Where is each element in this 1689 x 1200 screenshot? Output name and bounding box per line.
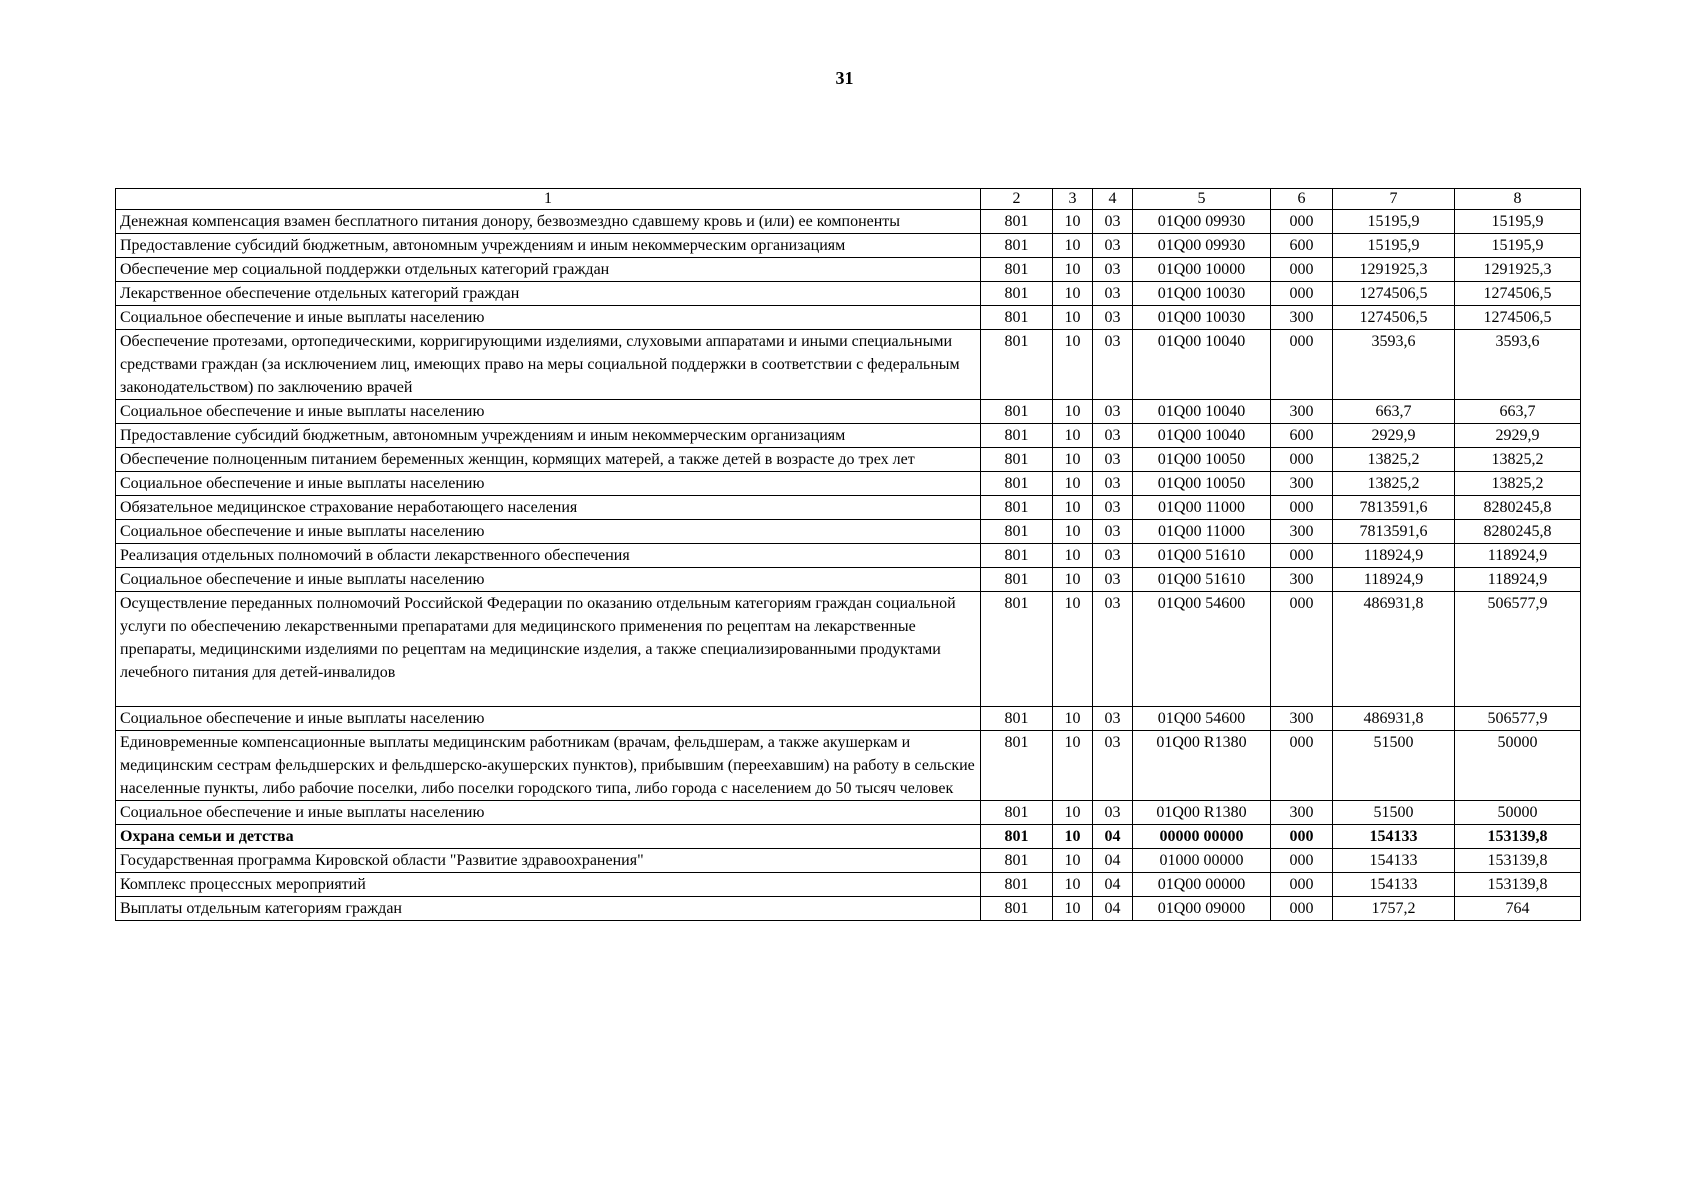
code-col-2: 801 <box>981 258 1053 282</box>
code-col-2: 801 <box>981 330 1053 400</box>
code-col-4: 04 <box>1093 849 1133 873</box>
code-col-5: 01Q00 10030 <box>1133 306 1271 330</box>
row-name: Денежная компенсация взамен бесплатного питания донору, безвозмездно сдавшему кровь и (или) ее компоненты <box>116 210 981 234</box>
row-name: Социальное обеспечение и иные выплаты населению <box>116 472 981 496</box>
code-col-3: 10 <box>1053 472 1093 496</box>
amount-col-8: 506577,9 <box>1455 592 1581 707</box>
table-row <box>116 258 1581 282</box>
table-row <box>116 306 1581 330</box>
code-col-5: 01Q00 54600 <box>1133 592 1271 707</box>
code-col-5: 01Q00 10040 <box>1133 330 1271 400</box>
table-row <box>116 400 1581 424</box>
table-row <box>116 873 1581 897</box>
amount-col-7: 13825,2 <box>1333 448 1455 472</box>
code-col-3: 10 <box>1053 568 1093 592</box>
code-col-3: 10 <box>1053 849 1093 873</box>
code-col-2: 801 <box>981 707 1053 731</box>
code-col-6: 300 <box>1271 306 1333 330</box>
code-col-5: 01Q00 54600 <box>1133 707 1271 731</box>
code-col-6: 000 <box>1271 897 1333 921</box>
amount-col-7: 486931,8 <box>1333 707 1455 731</box>
table-body <box>116 210 1581 921</box>
page-number: 31 <box>835 68 854 88</box>
table-row <box>116 568 1581 592</box>
code-col-5: 01Q00 11000 <box>1133 496 1271 520</box>
header-cell-1: 1 <box>116 189 981 210</box>
amount-col-8: 13825,2 <box>1455 448 1581 472</box>
amount-col-7: 663,7 <box>1333 400 1455 424</box>
code-col-6: 300 <box>1271 520 1333 544</box>
code-col-5: 01Q00 09930 <box>1133 234 1271 258</box>
row-name: Социальное обеспечение и иные выплаты населению <box>116 306 981 330</box>
code-col-2: 801 <box>981 873 1053 897</box>
code-col-2: 801 <box>981 448 1053 472</box>
code-col-4: 03 <box>1093 330 1133 400</box>
amount-col-7: 1274506,5 <box>1333 282 1455 306</box>
code-col-2: 801 <box>981 520 1053 544</box>
code-col-4: 03 <box>1093 592 1133 707</box>
row-name: Предоставление субсидий бюджетным, автономным учреждениям и иным некоммерческим организациям <box>116 424 981 448</box>
amount-col-7: 15195,9 <box>1333 210 1455 234</box>
amount-col-7: 154133 <box>1333 825 1455 849</box>
code-col-4: 03 <box>1093 424 1133 448</box>
code-col-3: 10 <box>1053 520 1093 544</box>
code-col-6: 000 <box>1271 873 1333 897</box>
table-row <box>116 210 1581 234</box>
amount-col-7: 1274506,5 <box>1333 306 1455 330</box>
table-header <box>116 189 1581 210</box>
table-row <box>116 707 1581 731</box>
header-cell-8: 8 <box>1455 189 1581 210</box>
code-col-2: 801 <box>981 897 1053 921</box>
row-name: Обеспечение мер социальной поддержки отдельных категорий граждан <box>116 258 981 282</box>
code-col-5: 01Q00 R1380 <box>1133 801 1271 825</box>
amount-col-8: 2929,9 <box>1455 424 1581 448</box>
table-row <box>116 520 1581 544</box>
code-col-3: 10 <box>1053 731 1093 801</box>
code-col-6: 300 <box>1271 801 1333 825</box>
row-name: Комплекс процессных мероприятий <box>116 873 981 897</box>
code-col-3: 10 <box>1053 873 1093 897</box>
row-name: Обеспечение полноценным питанием беременных женщин, кормящих матерей, а также детей в возрасте до трех лет <box>116 448 981 472</box>
code-col-6: 000 <box>1271 448 1333 472</box>
table-row <box>116 731 1581 801</box>
code-col-3: 10 <box>1053 400 1093 424</box>
amount-col-7: 486931,8 <box>1333 592 1455 707</box>
table-row <box>116 801 1581 825</box>
row-name: Выплаты отдельным категориям граждан <box>116 897 981 921</box>
code-col-6: 600 <box>1271 234 1333 258</box>
amount-col-8: 118924,9 <box>1455 568 1581 592</box>
amount-col-7: 2929,9 <box>1333 424 1455 448</box>
code-col-4: 03 <box>1093 496 1133 520</box>
amount-col-8: 764 <box>1455 897 1581 921</box>
row-name: Социальное обеспечение и иные выплаты населению <box>116 801 981 825</box>
amount-col-8: 153139,8 <box>1455 873 1581 897</box>
header-cell-6: 6 <box>1271 189 1333 210</box>
code-col-3: 10 <box>1053 544 1093 568</box>
code-col-2: 801 <box>981 801 1053 825</box>
table-row <box>116 472 1581 496</box>
amount-col-7: 154133 <box>1333 873 1455 897</box>
code-col-4: 03 <box>1093 707 1133 731</box>
code-col-6: 000 <box>1271 849 1333 873</box>
header-cell-4: 4 <box>1093 189 1133 210</box>
code-col-4: 04 <box>1093 873 1133 897</box>
row-name: Лекарственное обеспечение отдельных категорий граждан <box>116 282 981 306</box>
code-col-5: 01Q00 10030 <box>1133 282 1271 306</box>
header-row <box>116 189 1581 210</box>
row-name: Социальное обеспечение и иные выплаты населению <box>116 400 981 424</box>
code-col-4: 03 <box>1093 520 1133 544</box>
code-col-5: 01Q00 11000 <box>1133 520 1271 544</box>
code-col-3: 10 <box>1053 496 1093 520</box>
code-col-2: 801 <box>981 731 1053 801</box>
code-col-2: 801 <box>981 400 1053 424</box>
code-col-2: 801 <box>981 849 1053 873</box>
code-col-6: 000 <box>1271 496 1333 520</box>
code-col-6: 000 <box>1271 210 1333 234</box>
amount-col-7: 15195,9 <box>1333 234 1455 258</box>
code-col-3: 10 <box>1053 234 1093 258</box>
amount-col-8: 1274506,5 <box>1455 306 1581 330</box>
code-col-5: 01Q00 10040 <box>1133 400 1271 424</box>
amount-col-7: 1757,2 <box>1333 897 1455 921</box>
row-name: Государственная программа Кировской области "Развитие здравоохранения" <box>116 849 981 873</box>
code-col-6: 300 <box>1271 568 1333 592</box>
code-col-2: 801 <box>981 472 1053 496</box>
code-col-2: 801 <box>981 234 1053 258</box>
amount-col-8: 8280245,8 <box>1455 496 1581 520</box>
amount-col-7: 118924,9 <box>1333 568 1455 592</box>
code-col-4: 03 <box>1093 544 1133 568</box>
code-col-5: 01Q00 10050 <box>1133 472 1271 496</box>
code-col-4: 04 <box>1093 897 1133 921</box>
amount-col-8: 663,7 <box>1455 400 1581 424</box>
budget-table <box>115 188 1581 921</box>
code-col-3: 10 <box>1053 330 1093 400</box>
amount-col-7: 7813591,6 <box>1333 496 1455 520</box>
row-name: Социальное обеспечение и иные выплаты населению <box>116 707 981 731</box>
code-col-5: 01Q00 R1380 <box>1133 731 1271 801</box>
amount-col-8: 13825,2 <box>1455 472 1581 496</box>
code-col-2: 801 <box>981 306 1053 330</box>
code-col-3: 10 <box>1053 306 1093 330</box>
amount-col-8: 50000 <box>1455 731 1581 801</box>
amount-col-8: 1291925,3 <box>1455 258 1581 282</box>
table-row <box>116 544 1581 568</box>
code-col-5: 01Q00 51610 <box>1133 544 1271 568</box>
code-col-3: 10 <box>1053 897 1093 921</box>
code-col-3: 10 <box>1053 258 1093 282</box>
code-col-4: 03 <box>1093 282 1133 306</box>
code-col-2: 801 <box>981 210 1053 234</box>
code-col-6: 000 <box>1271 258 1333 282</box>
amount-col-7: 118924,9 <box>1333 544 1455 568</box>
code-col-4: 03 <box>1093 210 1133 234</box>
amount-col-8: 15195,9 <box>1455 234 1581 258</box>
code-col-4: 03 <box>1093 472 1133 496</box>
amount-col-8: 15195,9 <box>1455 210 1581 234</box>
table-row <box>116 825 1581 849</box>
amount-col-7: 51500 <box>1333 731 1455 801</box>
code-col-6: 300 <box>1271 472 1333 496</box>
amount-col-8: 50000 <box>1455 801 1581 825</box>
code-col-3: 10 <box>1053 210 1093 234</box>
amount-col-7: 51500 <box>1333 801 1455 825</box>
code-col-5: 01Q00 09930 <box>1133 210 1271 234</box>
row-name: Социальное обеспечение и иные выплаты населению <box>116 520 981 544</box>
row-name: Охрана семьи и детства <box>116 825 981 849</box>
code-col-2: 801 <box>981 424 1053 448</box>
amount-col-7: 1291925,3 <box>1333 258 1455 282</box>
row-name: Обеспечение протезами, ортопедическими, корригирующими изделиями, слуховыми аппаратами и иными специальными средствами граждан (за исключением лиц, имеющих право на меры социальной поддержки в соответствии с федеральным законодательством) по заключению врачей <box>116 330 981 400</box>
amount-col-8: 118924,9 <box>1455 544 1581 568</box>
code-col-6: 600 <box>1271 424 1333 448</box>
amount-col-7: 154133 <box>1333 849 1455 873</box>
amount-col-7: 13825,2 <box>1333 472 1455 496</box>
code-col-3: 10 <box>1053 448 1093 472</box>
code-col-6: 000 <box>1271 330 1333 400</box>
amount-col-8: 1274506,5 <box>1455 282 1581 306</box>
table-row <box>116 282 1581 306</box>
code-col-5: 01Q00 10040 <box>1133 424 1271 448</box>
code-col-2: 801 <box>981 282 1053 306</box>
code-col-4: 03 <box>1093 400 1133 424</box>
row-name: Единовременные компенсационные выплаты медицинским работникам (врачам, фельдшерам, а также акушеркам и медицинским сестрам фельдшерских и фельдшерско-акушерских пунктов), прибывшим (переехавшим) на работу в сельские населенные пункты, либо рабочие поселки, либо поселки городского типа, либо города с населением до 50 тысяч человек <box>116 731 981 801</box>
code-col-5: 00000 00000 <box>1133 825 1271 849</box>
code-col-6: 000 <box>1271 731 1333 801</box>
code-col-6: 300 <box>1271 707 1333 731</box>
code-col-4: 03 <box>1093 731 1133 801</box>
code-col-3: 10 <box>1053 801 1093 825</box>
code-col-4: 03 <box>1093 258 1133 282</box>
code-col-5: 01Q00 10000 <box>1133 258 1271 282</box>
code-col-3: 10 <box>1053 592 1093 707</box>
code-col-6: 000 <box>1271 282 1333 306</box>
code-col-4: 04 <box>1093 825 1133 849</box>
code-col-6: 000 <box>1271 825 1333 849</box>
table-row <box>116 849 1581 873</box>
amount-col-8: 153139,8 <box>1455 825 1581 849</box>
table-row <box>116 424 1581 448</box>
code-col-2: 801 <box>981 496 1053 520</box>
row-name: Социальное обеспечение и иные выплаты населению <box>116 568 981 592</box>
amount-col-8: 506577,9 <box>1455 707 1581 731</box>
code-col-6: 300 <box>1271 400 1333 424</box>
code-col-3: 10 <box>1053 282 1093 306</box>
amount-col-8: 153139,8 <box>1455 849 1581 873</box>
table-row <box>116 448 1581 472</box>
code-col-2: 801 <box>981 825 1053 849</box>
code-col-5: 01Q00 51610 <box>1133 568 1271 592</box>
table-row <box>116 592 1581 707</box>
code-col-5: 01Q00 10050 <box>1133 448 1271 472</box>
header-cell-5: 5 <box>1133 189 1271 210</box>
amount-col-8: 3593,6 <box>1455 330 1581 400</box>
code-col-2: 801 <box>981 592 1053 707</box>
code-col-4: 03 <box>1093 448 1133 472</box>
code-col-3: 10 <box>1053 825 1093 849</box>
code-col-2: 801 <box>981 544 1053 568</box>
header-cell-2: 2 <box>981 189 1053 210</box>
code-col-3: 10 <box>1053 424 1093 448</box>
code-col-2: 801 <box>981 568 1053 592</box>
code-col-6: 000 <box>1271 544 1333 568</box>
amount-col-8: 8280245,8 <box>1455 520 1581 544</box>
row-name: Обязательное медицинское страхование неработающего населения <box>116 496 981 520</box>
table-row <box>116 897 1581 921</box>
code-col-4: 03 <box>1093 801 1133 825</box>
code-col-3: 10 <box>1053 707 1093 731</box>
code-col-5: 01000 00000 <box>1133 849 1271 873</box>
table-row <box>116 234 1581 258</box>
header-cell-7: 7 <box>1333 189 1455 210</box>
table-row <box>116 496 1581 520</box>
row-name: Предоставление субсидий бюджетным, автономным учреждениям и иным некоммерческим организациям <box>116 234 981 258</box>
row-name: Реализация отдельных полномочий в области лекарственного обеспечения <box>116 544 981 568</box>
amount-col-7: 7813591,6 <box>1333 520 1455 544</box>
code-col-5: 01Q00 09000 <box>1133 897 1271 921</box>
table-row <box>116 330 1581 400</box>
code-col-4: 03 <box>1093 306 1133 330</box>
header-cell-3: 3 <box>1053 189 1093 210</box>
row-name: Осуществление переданных полномочий Российской Федерации по оказанию отдельным категориям граждан социальной услуги по обеспечению лекарственными препаратами для медицинского применения по рецептам на лекарственные препараты, медицинскими изделиями по рецептам на медицинские изделия, а также специализированными продуктами лечебного питания для детей-инвалидов <box>116 592 981 707</box>
code-col-6: 000 <box>1271 592 1333 707</box>
code-col-5: 01Q00 00000 <box>1133 873 1271 897</box>
code-col-4: 03 <box>1093 234 1133 258</box>
code-col-4: 03 <box>1093 568 1133 592</box>
amount-col-7: 3593,6 <box>1333 330 1455 400</box>
